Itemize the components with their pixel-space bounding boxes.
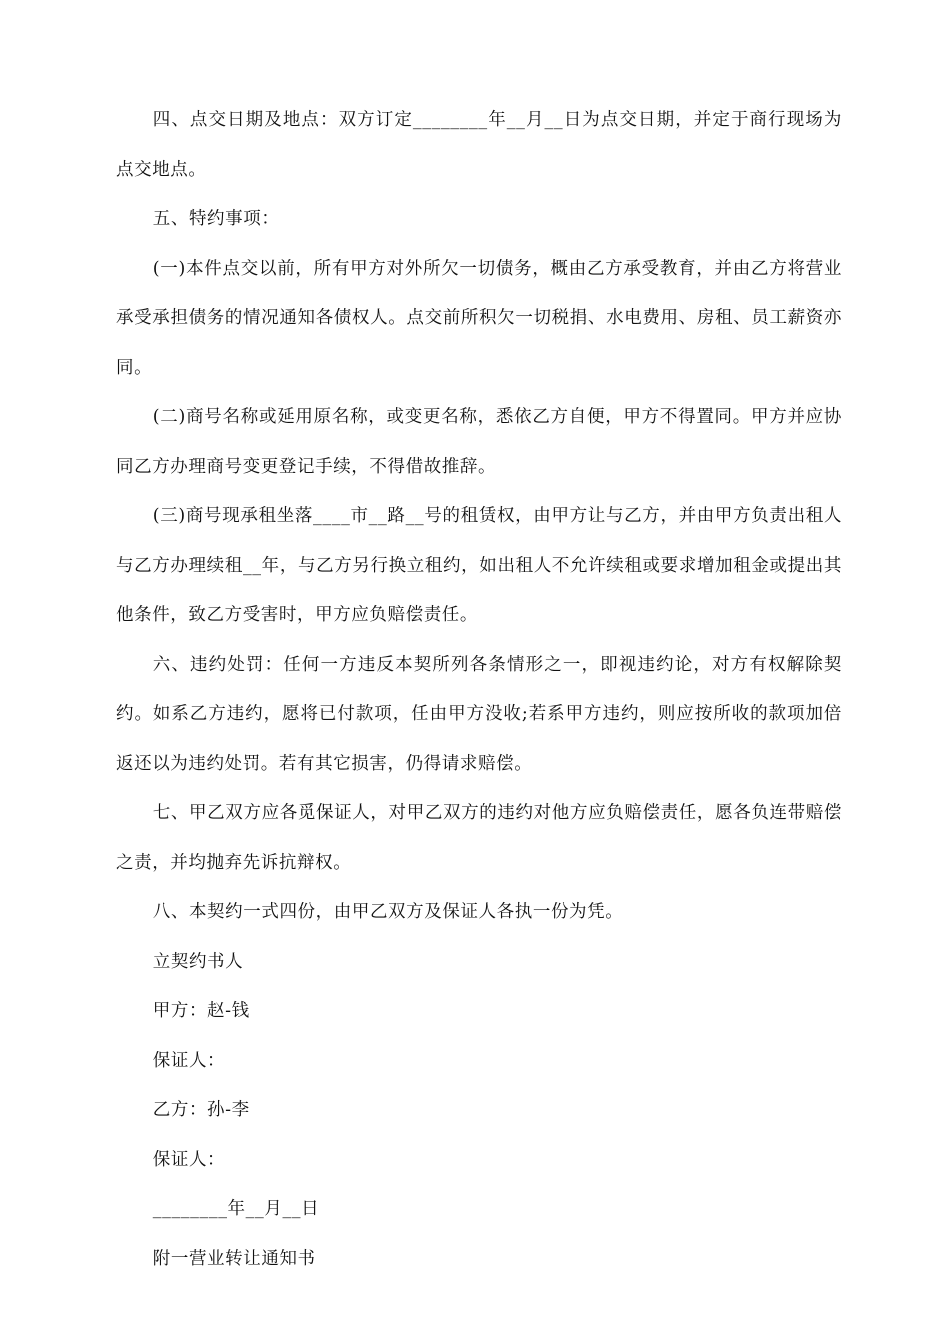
clause-5-item-3: (三)商号现承租坐落____市__路__号的租赁权，由甲方让与乙方，并由甲方负责出租人与乙方办理续租__年，与乙方另行换立租约，如出租人不允许续租或要求增加租金或提出其他条件，致乙方受害时，甲方应负赔偿责任。 (116, 506, 842, 625)
signatories-heading: 立契约书人 (152, 951, 244, 972)
guarantor-b: 保证人： (152, 1149, 226, 1170)
contract-body (116, 96, 842, 1284)
clause-4-delivery-date: 四、点交日期及地点：双方订定________年__月__日为点交日期，并定于商行现场为点交地点。 (116, 110, 842, 180)
party-a: 甲方：赵-钱 (152, 1001, 250, 1021)
party-b: 乙方：孙-李 (152, 1100, 250, 1120)
signing-date: ________年__月__日 (152, 1199, 320, 1219)
attachment-title: 附一营业转让通知书 (152, 1248, 316, 1269)
clause-8-copies: 八、本契约一式四份，由甲乙双方及保证人各执一份为凭。 (152, 902, 624, 922)
clause-5-item-1: (一)本件点交以前，所有甲方对外所欠一切债务，概由乙方承受教育，并由乙方将营业承受承担债务的情况通知各债权人。点交前所积欠一切税捐、水电费用、房租、员工薪资亦同。 (116, 258, 842, 378)
clause-7-guarantor: 七、甲乙双方应各觅保证人，对甲乙双方的违约对他方应负赔偿责任，愿各负连带赔偿之责，并均抛弃先诉抗辩权。 (116, 803, 842, 873)
guarantor-a: 保证人： (152, 1050, 226, 1071)
clause-5-heading: 五、特约事项： (152, 209, 280, 229)
clause-6-penalty: 六、违约处罚：任何一方违反本契所列各条情形之一，即视违约论，对方有权解除契约。如系乙方违约，愿将已付款项，任由甲方没收;若系甲方违约，则应按所收的款项加倍返还以为违约处罚。若有其它损害，仍得请求赔偿。 (116, 654, 842, 774)
clause-5-item-2: (二)商号名称或延用原名称，或变更名称，悉依乙方自便，甲方不得置同。甲方并应协同乙方办理商号变更登记手续，不得借故推辞。 (116, 407, 842, 477)
